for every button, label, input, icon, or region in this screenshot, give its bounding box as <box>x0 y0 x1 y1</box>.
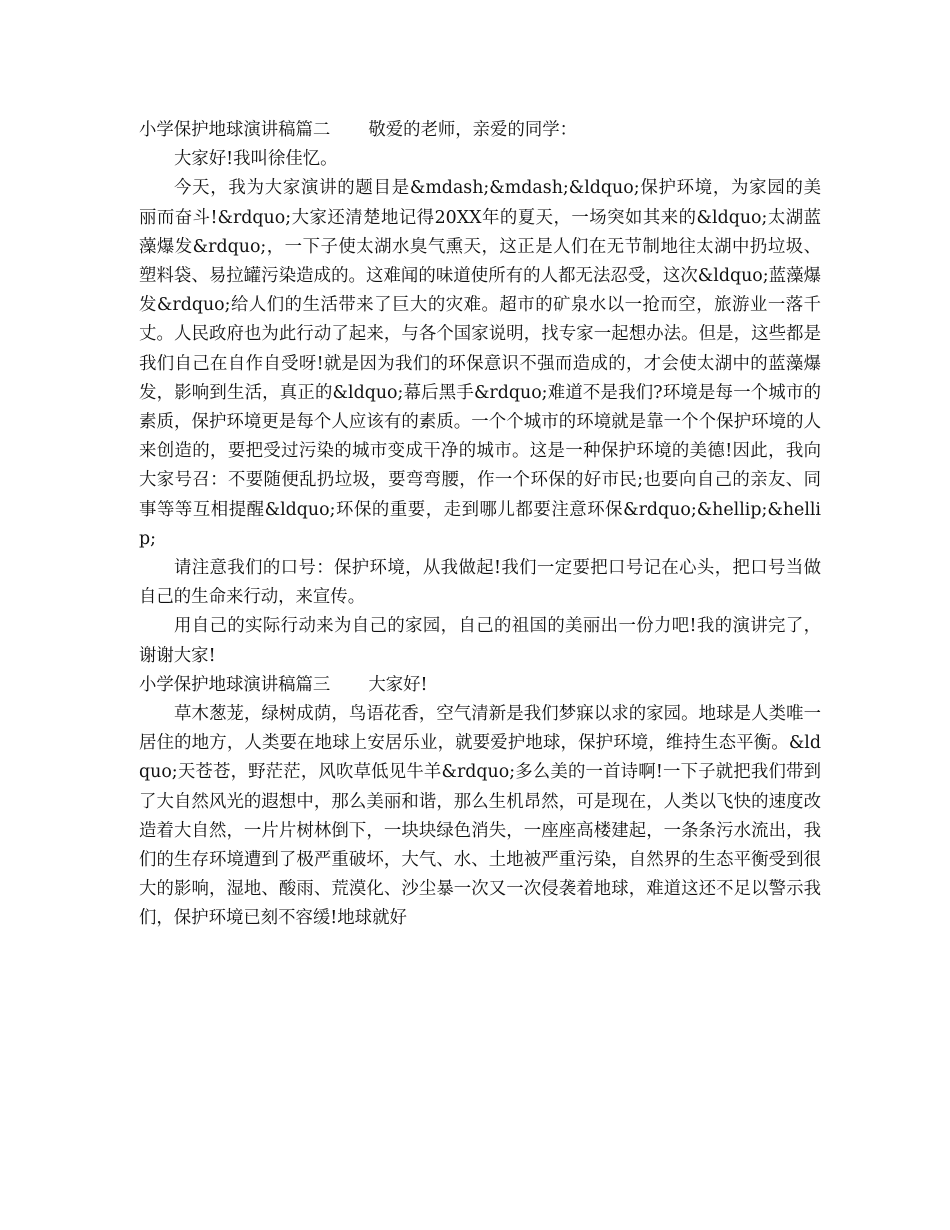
section-heading <box>139 671 821 700</box>
section-title: 小学保护地球演讲稿篇三 <box>139 674 331 695</box>
paragraph: 用自己的实际行动来为自己的家园，自己的祖国的美丽出一份力吧!我的演讲完了，谢谢大家! <box>139 616 821 666</box>
paragraph: 草木葱茏，绿树成荫，鸟语花香，空气清新是我们梦寐以求的家园。地球是人类唯一居住的地方，人类要在地球上安居乐业，就要爱护地球，保护环境，维持生态平衡。&ldquo;天苍苍，野茫茫，风吹草低见牛羊&rdquo;多么美的一首诗啊!一下子就把我们带到了大自然风光的遐想中，那么美丽和谐，那么生机昂然，可是现在，人类以飞快的速度改造着大自然，一片片树林倒下，一块块绿色消失，一座座高楼建起，一条条污水流出，我们的生存环境遭到了极严重破坏，大气、水、土地被严重污染，自然界的生态平衡受到很大的影响，湿地、酸雨、荒漠化、沙尘暴一次又一次侵袭着地球，难道这还不足以警示我们，保护环境已刻不容缓!地球就好 <box>139 704 821 929</box>
paragraph: 请注意我们的口号：保护环境，从我做起!我们一定要把口号记在心头，把口号当做自己的生命来行动，来宣传。 <box>139 558 821 608</box>
section-salutation: 大家好! <box>368 674 428 695</box>
section-salutation: 敬爱的老师，亲爱的同学： <box>368 120 578 140</box>
section-heading <box>139 116 821 145</box>
document-body <box>139 116 821 934</box>
paragraph: 大家好!我叫徐佳忆。 <box>174 149 338 170</box>
paragraph: 今天，我为大家演讲的题目是&mdash;&mdash;&ldquo;保护环境，为家园的美丽而奋斗!&rdquo;大家还清楚地记得20XX年的夏天，一场突如其来的&ldquo;太湖蓝藻爆发&rdquo;，一下子使太湖水臭气熏天，这正是人们在无节制地往太湖中扔垃圾、塑料袋、易拉罐污染造成的。这难闻的味道使所有的人都无法忍受，这次&ldquo;蓝藻爆发&rdquo;给人们的生活带来了巨大的灾难。超市的矿泉水以一抢而空，旅游业一落千丈。人民政府也为此行动了起来，与各个国家说明，找专家一起想办法。但是，这些都是我们自己在自作自受呀!就是因为我们的环保意识不强而造成的，才会使太湖中的蓝藻爆发，影响到生活，真正的&ldquo;幕后黑手&rdquo;难道不是我们?环境是每一个城市的素质，保护环境更是每个人应该有的素质。一个个城市的环境就是靠一个个保护环境的人来创造的，要把受过污染的城市变成干净的城市。这是一种保护环境的美德!因此，我向大家号召：不要随便乱扔垃圾，要弯弯腰，作一个环保的好市民;也要向自己的亲友、同事等等互相提醒&ldquo;环保的重要，走到哪儿都要注意环保&rdquo;&hellip;&hellip; <box>139 178 821 549</box>
section-title: 小学保护地球演讲稿篇二 <box>139 120 331 140</box>
